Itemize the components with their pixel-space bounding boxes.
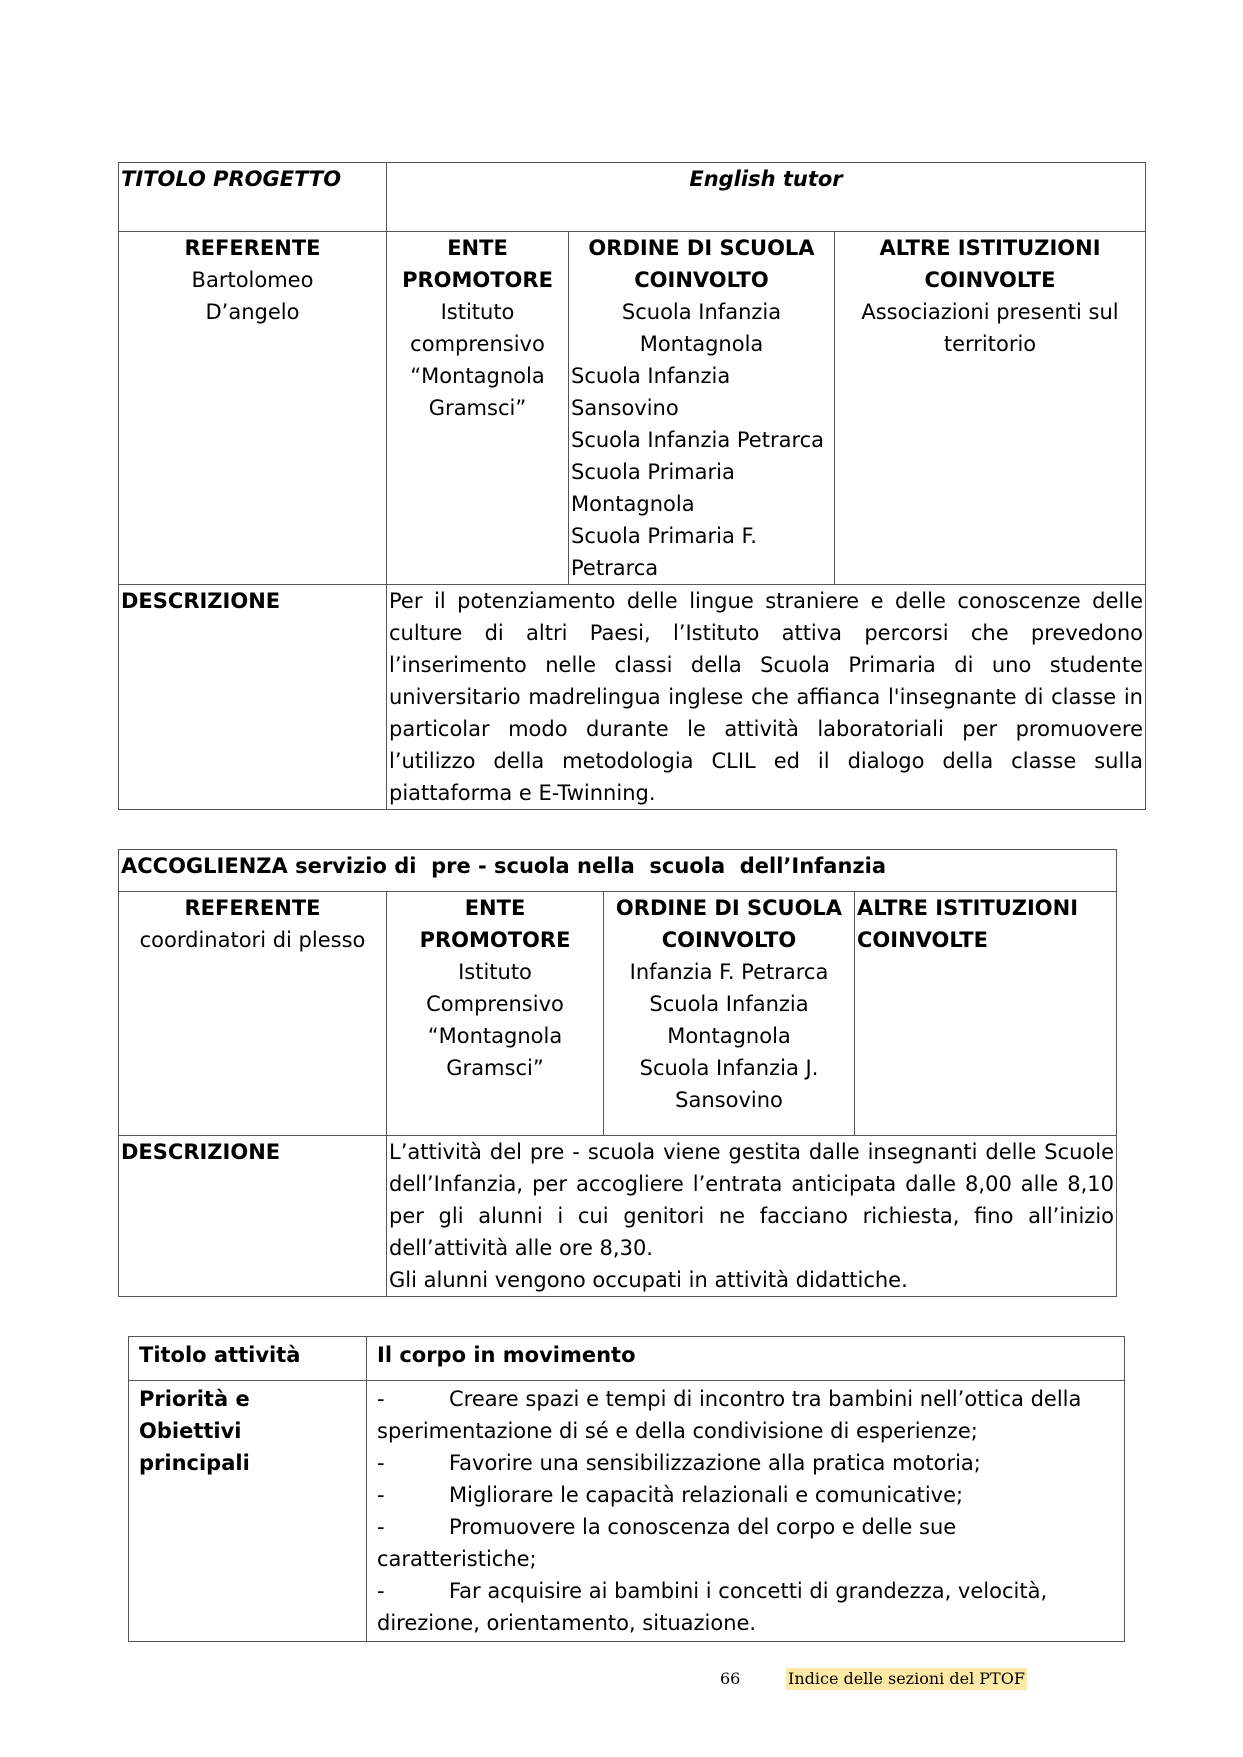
referente-cell — [119, 892, 387, 1136]
ente-header: ENTE PROMOTORE — [419, 896, 571, 952]
referente-header: REFERENTE — [184, 236, 321, 260]
ordine-line: Montagnola — [639, 332, 764, 356]
ordine-cell — [604, 892, 855, 1136]
priority-text: Promuovere la conoscenza del corpo e delle sue caratteristiche; — [377, 1515, 957, 1571]
activity-title: Il corpo in movimento — [367, 1337, 1125, 1381]
title-label: TITOLO PROGETTO — [119, 163, 387, 232]
ordine-line: Montagnola — [571, 492, 695, 516]
description-label: DESCRIZIONE — [119, 1136, 387, 1297]
ente-line: comprensivo — [410, 332, 545, 356]
ente-header: ENTE — [447, 236, 508, 260]
altre-line: Associazioni presenti sul — [861, 300, 1119, 324]
project-title: ACCOGLIENZA servizio di pre - scuola nella scuola dell’Infanzia — [119, 850, 1117, 892]
dash-bullet: - — [377, 1515, 385, 1539]
altre-header: COINVOLTE — [857, 928, 988, 952]
description-label: DESCRIZIONE — [119, 585, 387, 810]
priorities-list — [367, 1381, 1125, 1642]
ordine-header: ORDINE DI SCUOLA — [615, 896, 843, 920]
referente-name-line: D’angelo — [205, 300, 300, 324]
description-text: Per il potenziamento delle lingue straniere e delle conoscenze delle culture di altri Paesi, l’Istituto attiva percorsi che prevedono l’inserimento nelle classi della Scuola Primaria di uno studente universitario madrelingua inglese che affianca l'insegnante di classe in particolar modo durante le attività laboratoriali per promuovere l’utilizzo della metodologia CLIL ed il dialogo della classe sulla piattaforma e E-Twinning. — [387, 585, 1146, 810]
ente-line: “Montagnola — [410, 364, 545, 388]
project-table-english-tutor — [118, 162, 1146, 810]
priority-item — [377, 1447, 1114, 1479]
ente-line: Gramsci” — [446, 1056, 544, 1080]
ordine-line: Scuola Infanzia — [649, 992, 809, 1016]
ordine-line: Scuola Primaria — [571, 460, 735, 484]
ordine-header: COINVOLTO — [661, 928, 797, 952]
page-number: 66 — [720, 1669, 741, 1688]
ordine-line: Scuola Infanzia Sansovino — [571, 364, 731, 420]
ordine-line: Scuola Infanzia — [621, 300, 782, 324]
description-text-2: Gli alunni vengono occupati in attività didattiche. — [389, 1268, 908, 1292]
ente-line: Istituto — [440, 300, 515, 324]
priority-item — [377, 1479, 1114, 1511]
referente-cell — [119, 232, 387, 585]
ordine-line: Scuola Primaria F. — [571, 524, 757, 548]
priorities-label: Priorità e Obiettivi principali — [129, 1381, 367, 1642]
dash-bullet: - — [377, 1483, 385, 1507]
ordine-line: Petrarca — [571, 556, 659, 580]
ordine-line: Montagnola — [667, 1024, 791, 1048]
priority-text: Migliorare le capacità relazionali e comunicative; — [449, 1483, 964, 1507]
priority-text: Far acquisire ai bambini i concetti di grandezza, velocità, direzione, orientamento, situazione. — [377, 1579, 1048, 1635]
ente-line: Istituto Comprensivo — [426, 960, 564, 1016]
ordine-line: Scuola Infanzia Petrarca — [571, 428, 825, 452]
altre-cell — [835, 232, 1146, 585]
activity-table-corpo-in-movimento — [128, 1336, 1125, 1642]
ente-cell — [387, 892, 604, 1136]
description-text: L’attività del pre - scuola viene gestita dalle insegnanti delle Scuole dell’Infanzia, per accogliere l’entrata anticipata dalle 8,00 alle 8,10 per gli alunni i cui genitori ne facciano richiesta, fino all’inizio dell’attività alle ore 8,30. — [389, 1140, 1115, 1260]
ordine-line: Infanzia F. Petrarca — [629, 960, 829, 984]
priority-item — [377, 1575, 1114, 1639]
ordine-line: Scuola Infanzia J. — [639, 1056, 819, 1080]
ptof-index-link[interactable]: Indice delle sezioni del PTOF — [788, 1669, 1025, 1688]
ente-cell — [387, 232, 569, 585]
ente-line: Gramsci” — [428, 396, 527, 420]
project-title: English tutor — [387, 163, 1146, 232]
altre-header: COINVOLTE — [924, 268, 1056, 292]
priority-item — [377, 1511, 1114, 1575]
ordine-header: COINVOLTO — [634, 268, 769, 292]
priority-text: Creare spazi e tempi di incontro tra bambini nell’ottica della sperimentazione di sé e della condivisione di esperienze; — [377, 1387, 1082, 1443]
description-cell — [387, 1136, 1117, 1297]
priority-text: Favorire una sensibilizzazione alla pratica motoria; — [449, 1451, 981, 1475]
ordine-header: ORDINE DI SCUOLA — [588, 236, 815, 260]
activity-title-label: Titolo attività — [129, 1337, 367, 1381]
altre-header: ALTRE ISTITUZIONI — [879, 236, 1101, 260]
referente-name: coordinatori di plesso — [139, 928, 366, 952]
ordine-line: Sansovino — [675, 1088, 783, 1112]
ordine-cell — [569, 232, 835, 585]
project-table-accoglienza — [118, 849, 1117, 1297]
altre-line: territorio — [943, 332, 1037, 356]
dash-bullet: - — [377, 1387, 385, 1411]
referente-name-line: Bartolomeo — [191, 268, 314, 292]
dash-bullet: - — [377, 1451, 385, 1475]
ente-header: PROMOTORE — [402, 268, 553, 292]
priority-item — [377, 1383, 1114, 1447]
altre-header: ALTRE ISTITUZIONI — [857, 896, 1079, 920]
altre-cell — [855, 892, 1117, 1136]
dash-bullet: - — [377, 1579, 385, 1603]
ente-line: “Montagnola — [427, 1024, 563, 1048]
referente-header: REFERENTE — [184, 896, 321, 920]
